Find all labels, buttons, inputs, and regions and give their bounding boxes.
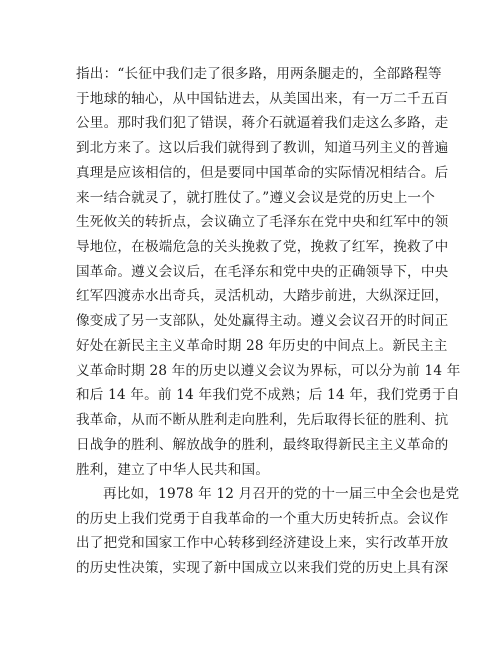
paragraph-1 [76, 62, 461, 482]
text-line: 生死攸关的转折点，会议确立了毛泽东在党中央和红军中的领 [76, 214, 449, 231]
text-line: 的历史性决策，实现了新中国成立以来我们党的历史上具有深 [76, 560, 449, 577]
text-line: 的历史上我们党勇于自我革命的一个重大历史转折点。会议作 [76, 510, 449, 527]
text-line: 到北方来了。这以后我们就得到了教训，知道马列主义的普遍 [76, 140, 449, 157]
text-line: 出了把党和国家工作中心转移到经济建设上来，实行改革开放 [76, 535, 449, 552]
text-line: 像变成了另一支部队，处处赢得主动。遵义会议召开的时间正 [76, 313, 449, 330]
text-line: 导地位，在极端危急的关头挽救了党，挽救了红军，挽救了中 [76, 239, 449, 256]
text-line: 指出：“长征中我们走了很多路，用两条腿走的，全部路程等 [76, 66, 442, 82]
text-line-last: 胜利，建立了中华人民共和国。 [76, 461, 270, 478]
text-line: 和后 14 年。前 14 年我们党不成熟；后 14 年，我们党勇于自 [76, 387, 460, 404]
text-line: 义革命时期 28 年的历史以遵义会议为界标，可以分为前 14 年 [76, 362, 461, 379]
text-line: 好处在新民主主义革命时期 28 年历史的中间点上。新民主主 [76, 337, 448, 354]
text-line-indented: 再比如，1978 年 12 月召开的党的十一届三中全会也是党 [103, 486, 460, 502]
text-line: 日战争的胜利、解放战争的胜利，最终取得新民主主义革命的 [76, 436, 449, 453]
text-line: 来一结合就灵了，就打胜仗了。”遵义会议是党的历史上一个 [76, 189, 435, 206]
text-line: 国革命。遵义会议后，在毛泽东和党中央的正确领导下，中央 [76, 263, 449, 280]
paragraph-2 [76, 482, 460, 581]
text-line: 公里。那时我们犯了错误，蒋介石就逼着我们走这么多路，走 [76, 115, 449, 132]
text-line: 我革命，从而不断从胜利走向胜利，先后取得长征的胜利、抗 [76, 412, 449, 429]
text-line: 红军四渡赤水出奇兵，灵活机动，大踏步前进，大纵深迂回， [76, 288, 449, 305]
text-line: 真理是应该相信的，但是要同中国革命的实际情况相结合。后 [76, 164, 449, 181]
text-line: 于地球的轴心，从中国钻进去，从美国出来，有一万二千五百 [76, 90, 449, 107]
